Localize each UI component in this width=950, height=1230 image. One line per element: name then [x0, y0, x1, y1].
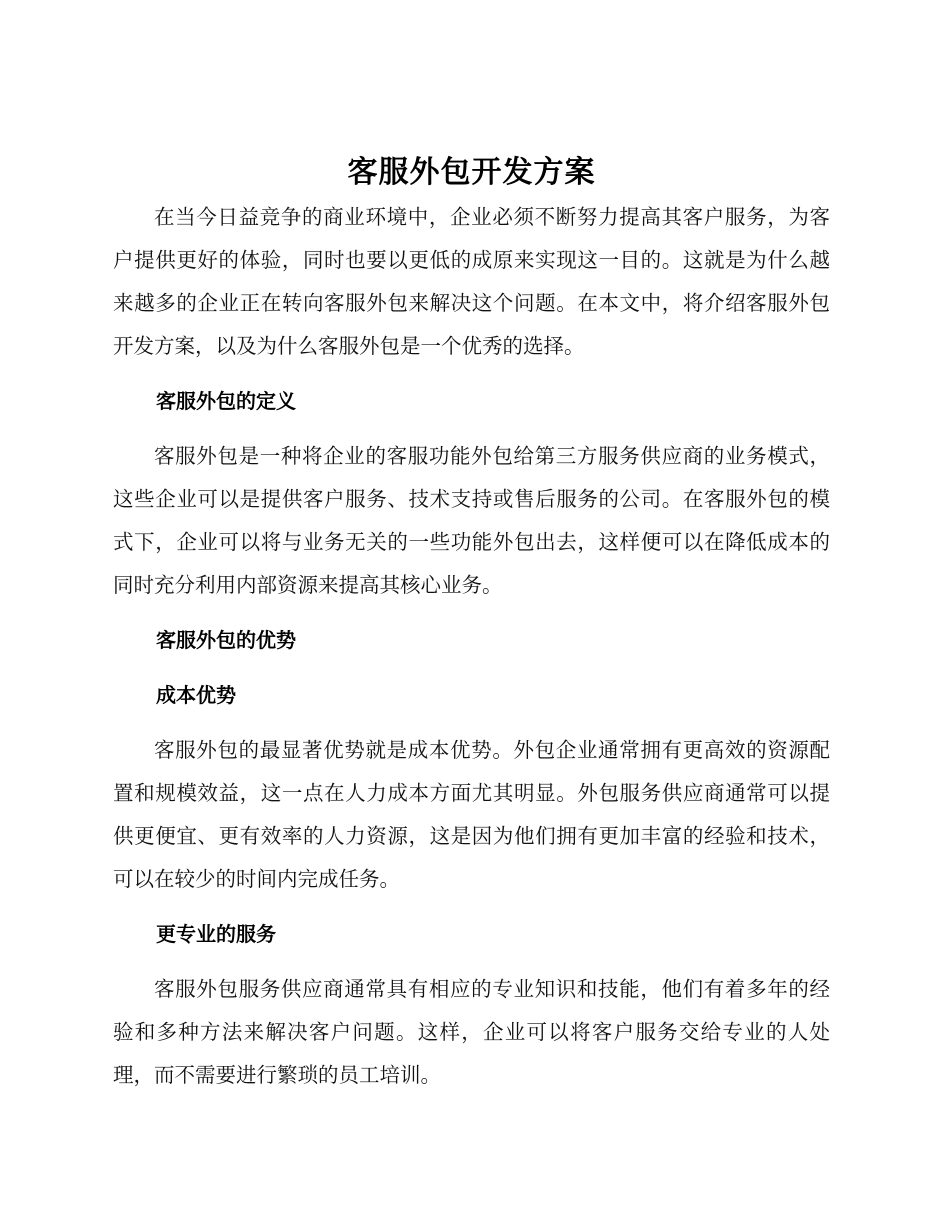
section-heading-cost: 成本优势: [156, 683, 236, 707]
section-heading-professional: 更专业的服务: [156, 922, 276, 946]
section-heading-advantages: 客服外包的优势: [156, 628, 296, 652]
spacer: [113, 607, 830, 619]
spacer: [113, 368, 830, 380]
section-body-professional: 客服外包服务供应商通常具有相应的专业知识和技能，他们有着多年的经验和多种方法来解决客户问题。这样，企业可以将客户服务交给专业的人处理，而不需要进行繁琐的员工培训。: [113, 977, 830, 1087]
section-body-cost: 客服外包的最显著优势就是成本优势。外包企业通常拥有更高效的资源配置和规模效益，这一点在人力成本方面尤其明显。外包服务供应商通常可以提供更便宜、更有效率的人力资源，这是因为他们拥有更加丰富的经验和技术，可以在较少的时间内完成任务。: [113, 738, 830, 891]
document-title: 客服外包开发方案: [347, 155, 596, 190]
document-content: [113, 150, 830, 1097]
spacer: [113, 423, 830, 435]
spacer: [113, 956, 830, 968]
spacer: [113, 662, 830, 674]
section-heading-definition: 客服外包的定义: [156, 389, 296, 413]
section-body-definition: 客服外包是一种将企业的客服功能外包给第三方服务供应商的业务模式，这些企业可以是提供客户服务、技术支持或售后服务的公司。在客服外包的模式下，企业可以将与业务无关的一些功能外包出去，这样便可以在降低成本的同时充分利用内部资源来提高其核心业务。: [113, 444, 830, 597]
intro-paragraph: 在当今日益竞争的商业环境中，企业必须不断努力提高其客户服务，为客户提供更好的体验，同时也要以更低的成原来实现这一目的。这就是为什么越来越多的企业正在转向客服外包来解决这个问题。在本文中，将介绍客服外包开发方案，以及为什么客服外包是一个优秀的选择。: [113, 205, 830, 358]
spacer: [113, 901, 830, 913]
spacer: [113, 717, 830, 729]
